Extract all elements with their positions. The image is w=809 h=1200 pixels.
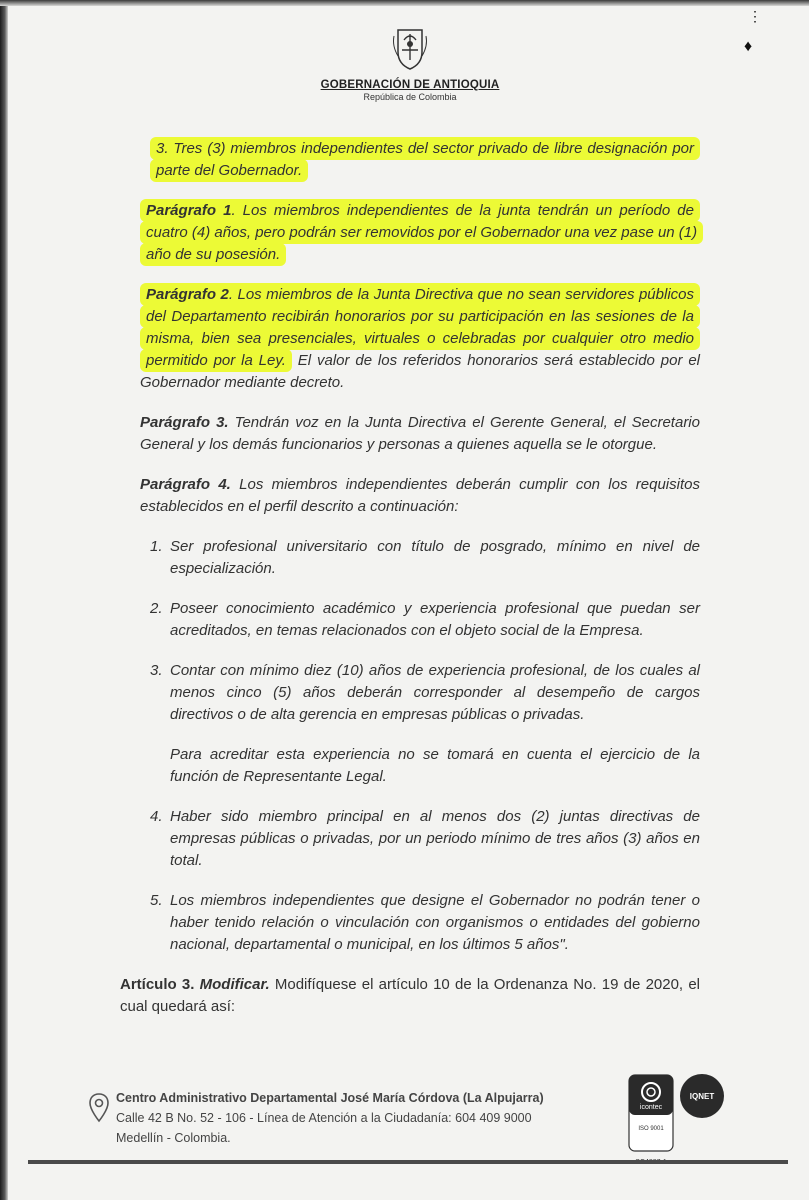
list-item: 3. Contar con mínimo diez (10) años de experiencia profesional, de los cuales al menos cinco (5) años deberán corresponder al desempeño de cargos directivos o de alta gerencia en empresas públicas o privadas. <box>150 662 700 723</box>
article-label: Artículo 3. <box>120 976 195 993</box>
paragraph-text: . Los miembros independientes de la junta tendrán un período de cuatro (4) años, pero podrán ser removidos por el Gobernador una vez pase un (1) año de su posesión. <box>146 202 698 263</box>
pen-mark: ♦ <box>744 38 753 55</box>
list-item-note: Para acreditar esta experiencia no se tomará en cuenta el ejercicio de la función de Representante Legal. <box>170 746 700 785</box>
paragraph-label: Parágrafo 2 <box>146 286 229 303</box>
icontec-logo-icon <box>628 1074 674 1152</box>
list-item: 1. Ser profesional universitario con título de posgrado, mínimo en nivel de especialización. <box>150 538 700 577</box>
item-3 <box>140 138 700 182</box>
article-3 <box>120 974 700 1018</box>
paragraph-3 <box>140 412 700 456</box>
article-verb: Modificar. <box>199 976 270 993</box>
paragraph-label: Parágrafo 3. <box>140 414 229 431</box>
paragraph-text: El valor de los referidos honorarios será establecido por el Gobernador mediante decreto. <box>140 352 700 391</box>
icontec-badge <box>628 1074 674 1152</box>
requirements-list <box>140 536 700 956</box>
iso-label: ISO 9001 <box>638 1126 664 1132</box>
location-pin-icon <box>88 1092 110 1124</box>
footer-line-2: Calle 42 B No. 52 - 106 - Línea de Atención a la Ciudadanía: 604 409 9000 <box>116 1111 532 1125</box>
item-number: 3. <box>156 140 169 157</box>
coat-of-arms-icon <box>390 22 430 72</box>
list-item: 4. Haber sido miembro principal en al menos dos (2) juntas directivas de empresas públicas o privadas, por un periodo mínimo de tres años (3) años en total. <box>150 808 700 869</box>
iqnet-label: IQNET <box>689 1091 715 1101</box>
footer-line-3: Medellín - Colombia. <box>116 1131 231 1145</box>
government-name: GOBERNACIÓN DE ANTIOQUIA <box>320 79 500 91</box>
footer-rule <box>28 1160 788 1164</box>
pen-mark: ⋮ <box>748 8 762 24</box>
list-item: 2. Poseer conocimiento académico y experiencia profesional que puedan ser acreditados, en temas relacionados con el objeto social de la Empresa. <box>150 600 700 639</box>
list-item: 5. Los miembros independientes que designe el Gobernador no podrán tener o haber tenido relación o vinculación con organismos o entidades del gobierno nacional, departamental o municipal, en los últimos 5 años". <box>150 892 700 953</box>
footer-address <box>116 1088 544 1148</box>
letterhead <box>300 22 520 102</box>
document-body <box>120 138 700 1018</box>
paragraph-2 <box>140 284 700 394</box>
paragraph-text-highlighted: . Los miembros de la Junta Directiva que no sean servidores públicos del Departamento recibirán honorarios por su participación en las sesiones de la misma, bien sea presenciales, virtuales o celebradas por cualquier otro medio permitido por la Ley. <box>146 286 694 369</box>
paragraph-text: Tendrán voz en la Junta Directiva el Gerente General, el Secretario General y los demás funcionarios y personas a quienes aquella se le otorgue. <box>140 414 700 453</box>
scan-edge-left <box>0 0 8 1200</box>
footer-line-1: Centro Administrativo Departamental José María Córdova (La Alpujarra) <box>116 1091 544 1105</box>
iqnet-badge <box>680 1074 724 1118</box>
paragraph-4 <box>140 474 700 518</box>
paragraph-label: Parágrafo 4. <box>140 476 231 493</box>
scan-edge-top <box>0 0 809 6</box>
paragraph-text: Los miembros independientes deberán cumplir con los requisitos establecidos en el perfil descrito a continuación: <box>140 476 700 515</box>
country-name: República de Colombia <box>363 92 457 102</box>
paragraph-label: Parágrafo 1 <box>146 202 232 219</box>
item-text: Tres (3) miembros independientes del sector privado de libre designación por parte del Gobernador. <box>156 140 695 179</box>
icontec-label: icontec <box>639 1104 663 1111</box>
article-text: Modifíquese el artículo 10 de la Ordenanza No. 19 de 2020, el cual quedará así: <box>120 976 700 1015</box>
paragraph-1 <box>140 200 700 266</box>
